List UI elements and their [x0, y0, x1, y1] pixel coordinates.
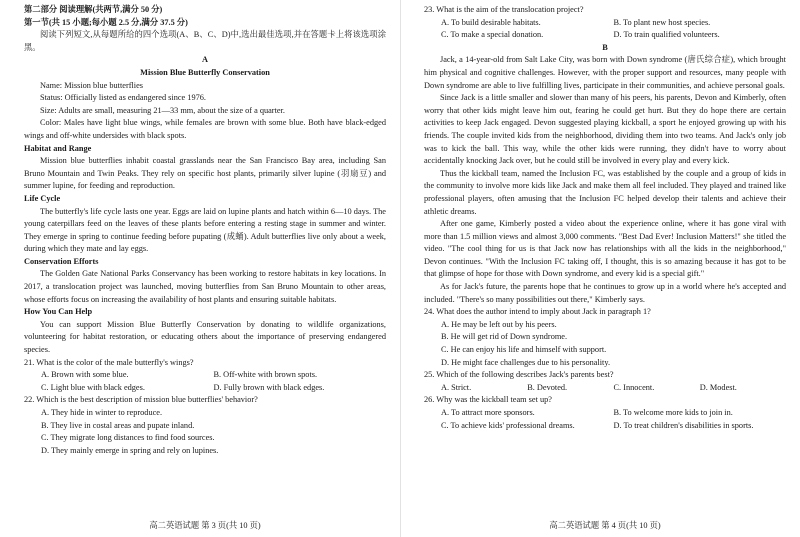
option-23d: D. To train qualified volunteers.	[613, 30, 720, 40]
passage-b-paragraph-1: Jack, a 14-year-old from Salt Lake City, was born with Down syndrome (唐氏综合症), which brought him physical and cognitive challenges. However, with the proper support and resources, many people with Down syndrome are able to live fulfilling lives, participate in their communities, and achieve personal goals.	[424, 55, 786, 90]
question-21-options	[24, 369, 386, 394]
passage-a-letter: A	[202, 55, 208, 65]
conservation-text: The Golden Gate National Parks Conservancy has been working to restore habitats in key locations. In 2017, a translocation project was launched, moving butterflies from San Bruno Mountain to other areas, whose efforts focus on increasing the availability of host plants and ensuring suitable habitats.	[24, 269, 386, 304]
option-26c: C. To achieve kids' professional dreams.	[441, 420, 575, 430]
option-21c: C. Light blue with black edges.	[41, 382, 145, 392]
option-24b: B. He will get rid of Down syndrome.	[441, 332, 568, 342]
option-23c: C. To make a special donation.	[441, 30, 544, 40]
option-22b: B. They live in costal areas and pupate inland.	[41, 420, 195, 430]
option-21d: D. Fully brown with black edges.	[213, 382, 325, 392]
page-gutter	[400, 0, 401, 537]
option-23a: A. To build desirable habitats.	[441, 17, 541, 27]
section-title: 第一节(共 15 小题;每小题 2.5 分,满分 37.5 分)	[24, 17, 188, 27]
question-23-options	[424, 17, 786, 42]
question-23: 23. What is the aim of the translocation project?	[424, 5, 584, 14]
option-22d: D. They mainly emerge in spring and rely on lupines.	[41, 445, 219, 455]
option-23b: B. To plant new host species.	[613, 17, 711, 27]
butterfly-name: Name: Mission blue butterflies	[40, 80, 144, 90]
question-25: 25. Which of the following describes Jack's parents best?	[424, 370, 614, 380]
option-25d: D. Modest.	[699, 382, 737, 392]
butterfly-size: Size: Adults are small, measuring 21—33 mm, about the size of a quarter.	[40, 105, 285, 115]
question-24-options	[424, 319, 786, 369]
help-heading: How You Can Help	[24, 307, 93, 317]
conservation-heading: Conservation Efforts	[24, 256, 99, 266]
option-26d: D. To treat children's disabilities in sports.	[613, 420, 754, 430]
option-21a: A. Brown with some blue.	[41, 370, 129, 380]
butterfly-status: Status: Officially listed as endangered since 1976.	[40, 93, 206, 103]
page-footer-right: 高二英语试题 第 4 页(共 10 页)	[549, 521, 661, 531]
question-25-options	[424, 382, 786, 395]
question-22: 22. Which is the best description of mission blue butterflies' behavior?	[24, 395, 258, 405]
option-24c: C. He can enjoy his life and himself with support.	[441, 345, 607, 355]
option-25a: A. Strict.	[441, 382, 472, 392]
help-text: You can support Mission Blue Butterfly Conservation by donating to wildlife organizations, volunteering for habitat restoration, or educating others about the importance of preserving endangered species.	[24, 319, 386, 355]
lifecycle-heading: Life Cycle	[24, 193, 61, 203]
right-page	[424, 4, 786, 534]
question-24: 24. What does the author intend to imply about Jack in paragraph 1?	[424, 307, 651, 317]
question-22-options	[24, 407, 386, 457]
passage-b-paragraph-3: Thus the kickball team, named the Inclusion FC, was established by the couple and a group of kids in the community to involve more kids like Jack and make them all feel included. They played and trained like professional players, often amusing that the Inclusion FC helped develop their talents and achieve their athletic dreams.	[424, 168, 786, 216]
question-26-options	[424, 407, 786, 432]
question-21: 21. What is the color of the male butterfly's wings?	[24, 357, 194, 367]
option-22a: A. They hide in winter to reproduce.	[41, 408, 163, 417]
passage-a-title: Mission Blue Butterfly Conservation	[140, 67, 270, 77]
part-title: 第二部分 阅读理解(共两节,满分 50 分)	[24, 5, 163, 14]
option-25c: C. Innocent.	[613, 382, 655, 392]
option-24d: D. He might face challenges due to his personality.	[441, 357, 611, 367]
passage-b-paragraph-5: As for Jack's future, the parents hope that he continues to grow up in a world where he's accepted and included. "There's so many possibilities out there," Kimberly says.	[424, 282, 786, 304]
option-26a: A. To attract more sponsors.	[441, 408, 535, 417]
habitat-text: Mission blue butterflies inhabit coastal grasslands near the San Francisco Bay area, including San Bruno Mountain and Twin Peaks. They rely on specific host plants, primarily silver lupine (羽扇豆) and summer lupine, for feeding and reproduction.	[24, 156, 386, 191]
option-25b: B. Devoted.	[527, 382, 568, 392]
left-page	[24, 4, 386, 534]
passage-b-paragraph-4: After one game, Kimberly posted a video about the experience online, where it has gone viral with more than 1.5 million views and almost 3,000 comments. "Best Dad Ever! Inclusion Matters!" she titled the video. "The cool thing for us is that Jack now has relationships with all the kids in the neighborhood," Devon continues. "With the Inclusion FC taking off, I thought, this is so amazing because it has got to be that glimpse of hope for those with Down syndrome, and every kid is a special gift."	[424, 219, 786, 279]
option-21b: B. Off-white with brown spots.	[213, 370, 318, 380]
option-26b: B. To welcome more kids to join in.	[613, 408, 733, 417]
instruction-text: 阅读下列短文,从每题所给的四个选项(A、B、C、D)中,选出最佳选项,并在答题卡上将该选项涂黑。	[24, 30, 386, 52]
option-24a: A. He may be left out by his peers.	[441, 319, 557, 329]
passage-b-letter: B	[602, 42, 608, 52]
butterfly-color: Color: Males have light blue wings, while females are brown with some blue. Both have black-edged wings and off-white undersides with black spots.	[24, 118, 386, 140]
option-22c: C. They migrate long distances to find food sources.	[41, 433, 215, 443]
habitat-heading: Habitat and Range	[24, 143, 92, 153]
question-26: 26. Why was the kickball team set up?	[424, 395, 552, 405]
passage-b-paragraph-2: Since Jack is a little smaller and slower than many of his peers, his parents, Devon and Kimberly, often worry that other kids might leave him out, fearing he could get hurt. But they do hope there are certain activities to keep Jack engaged. Devon suggested playing kickball, a sport he enjoyed growing up with his friends. The couple invited kids from the neighborhood, dividing them into two teams. And Jack's only job was to kick the ball. This way, while the other kids were running, they didn't have to worry about accidentally knocking Jack over, but he could still be involved in every play and every kick.	[424, 93, 786, 166]
lifecycle-text: The butterfly's life cycle lasts one year. Eggs are laid on lupine plants and hatch within 6—10 days. The young caterpillars feed on the leaves of these plants before entering a resting stage in summer and winter. They emerge in spring to continue feeding before pupating (成蛹). Adult butterflies live only about a week, during which they mate and lay eggs.	[24, 206, 386, 254]
page-footer-left: 高二英语试题 第 3 页(共 10 页)	[149, 521, 261, 531]
